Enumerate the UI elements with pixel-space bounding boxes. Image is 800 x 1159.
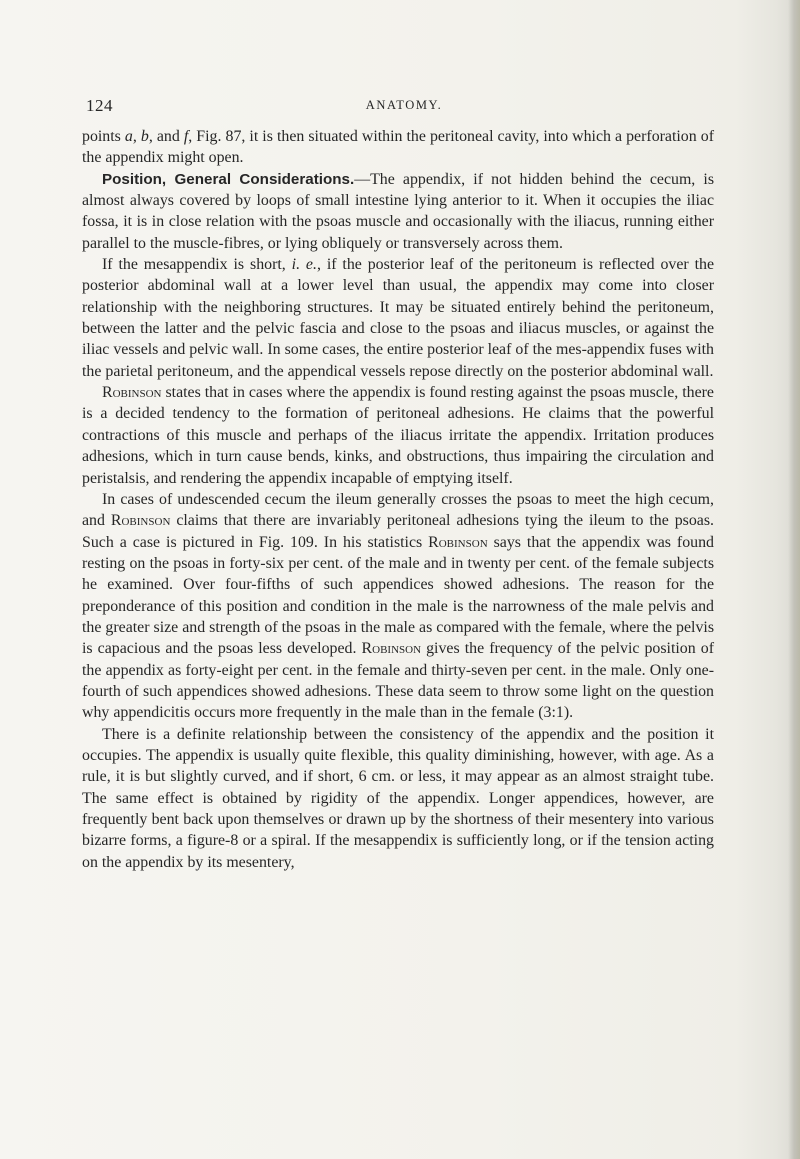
paragraph-consistency: There is a definite relationship between the consistency of the appendix and the position it occupies. The appendix is usually quite flexible, this quality diminishing, however, with age. As a rule, it is but slightly curved, and if short, 6 cm. or less, it may appear as an almost straight tube. The same effect is obtained by rigidity of the appendix. Longer appendices, however, are frequently bent back upon themselves or drawn up by the shortness of their mesentery into various bizarre forms, a figure-8 or a spiral. If the mesappendix is sufficiently long, or if the tension acting on the appendix by its mesentery, [82,725,714,871]
page-header [82,96,714,118]
author-name: Robinson [110,512,171,530]
page-number: 124 [86,96,113,115]
paragraph-position-general: Position, General Considerations.—The appendix, if not hidden behind the cecum, is almost always covered by loops of small intestine lying anterior to it. When it occupies the iliac fossa, it is in close relation with the psoas muscle and occasionally with the iliacus, running either parallel to the muscle-fibres, or lying obliquely or transversely across them. [82,170,714,252]
body-text [82,126,714,873]
paragraph-robinson-psoas: Robinson states that in cases where the appendix is found resting against the psoas muscle, there is a decided tendency to the formation of peritoneal adhesions. He claims that the powerful contractions of this muscle and perhaps of the iliacus irritate the appendix. Irritation produces adhesions, which in turn cause bends, kinks, and obstructions, thus impairing the circulation and peristalsis, and rendering the appendix incapable of emptying itself. [82,384,714,487]
page-edge-shadow [788,0,800,1159]
running-head: ANATOMY. [365,98,443,112]
author-name: Robinson [361,640,422,658]
section-heading: Position, General Considerations. [102,170,355,188]
author-name: Robinson [102,384,162,402]
author-name: Robinson [428,533,488,551]
paragraph-mesappendix: If the mesappendix is short, i. e., if the posterior leaf of the peritoneum is reflected over the posterior abdominal wall at a lower level than usual, the appendix may come into closer relationship with the neighboring structures. It may be situated entirely behind the peritoneum, between the latter and the pelvic fascia and close to the psoas and iliacus muscles, or against the iliac vessels and pelvic wall. In some cases, the entire posterior leaf of the mes-appendix fuses with the parietal peritoneum, and the appendical vessels repose directly on the posterior abdominal wall. [82,256,714,380]
paragraph-undescended-cecum: In cases of undescended cecum the ileum generally crosses the psoas to meet the high cecum, and Robinson claims that there are invariably peritoneal adhesions tying the ileum to the psoas. Such a case is pictured in Fig. 109. In his statistics Robinson says that the appendix was found resting on the psoas in forty-six per cent. of the male and in twenty per cent. of the female subjects he examined. Over four-fifths of such appendices showed adhesions. The reason for the preponderance of this position and condition in the male is the narrowness of the male pelvis and the greater size and strength of the psoas in the male as compared with the female, where the pelvis is capacious and the psoas less developed. Robinson gives the frequency of the pelvic position of the appendix as forty-eight per cent. in the female and thirty-seven per cent. in the male. Only one-fourth of such appendices showed adhesions. These data seem to throw some light on the question why appendicitis occurs more frequently in the male than in the female (3:1). [82,490,715,722]
paragraph-continuation: points a, b, and f, Fig. 87, it is then situated within the peritoneal cavity, into which a perforation of the appendix might open. [82,128,714,167]
